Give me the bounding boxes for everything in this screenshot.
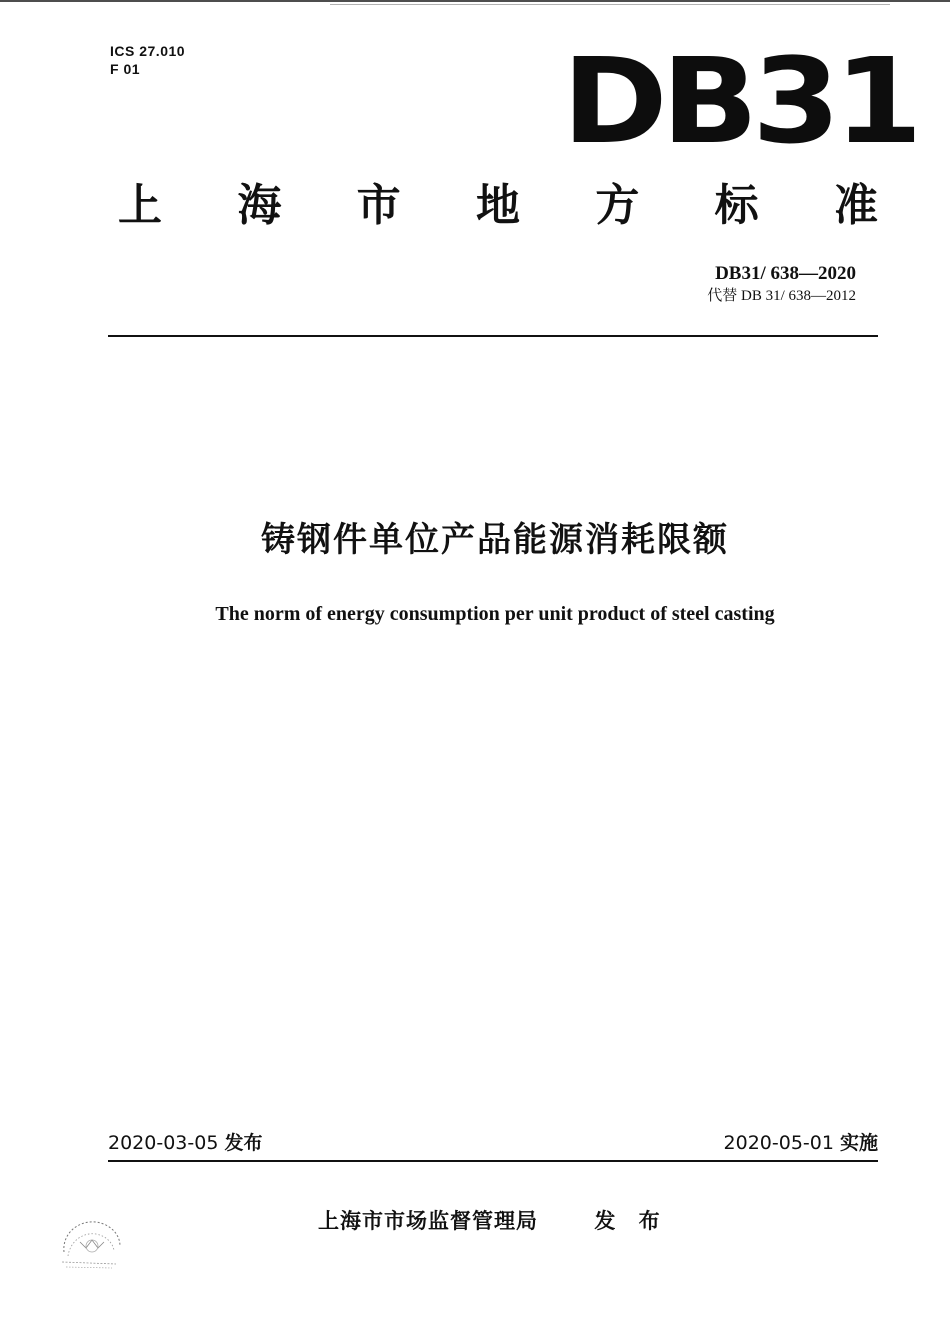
standard-type-char: 上 bbox=[118, 180, 162, 231]
document-number-block bbox=[707, 262, 856, 306]
standard-type-char: 市 bbox=[356, 180, 401, 231]
implement-date-line bbox=[724, 1130, 878, 1156]
replaces-number: 代替 DB 31/ 638—2012 bbox=[707, 288, 856, 304]
header-divider bbox=[108, 335, 878, 337]
issuer-action: 发 布 bbox=[594, 1209, 668, 1233]
ics-code: ICS 27.010 bbox=[110, 43, 186, 59]
standard-type-char: 地 bbox=[475, 180, 520, 231]
standard-type-title bbox=[118, 178, 878, 234]
standard-type-char: 海 bbox=[237, 180, 282, 231]
title-chinese: 铸钢件单位产品能源消耗限额 bbox=[261, 520, 729, 560]
standard-type-char: 方 bbox=[595, 180, 640, 231]
issue-label: 发布 bbox=[224, 1132, 263, 1154]
implement-label: 实施 bbox=[839, 1132, 878, 1154]
issue-date-line bbox=[108, 1130, 262, 1156]
title-english: The norm of energy consumption per unit product of steel casting bbox=[215, 603, 775, 625]
footer-divider bbox=[108, 1160, 878, 1162]
ccs-code: F 01 bbox=[110, 61, 141, 77]
db31-logo: DB31 bbox=[562, 32, 917, 170]
implement-date: 2020-05-01 bbox=[723, 1132, 834, 1154]
seal-stamp-icon bbox=[56, 1212, 126, 1274]
top-edge-line bbox=[0, 0, 950, 2]
standard-type-char: 标 bbox=[714, 180, 759, 231]
standard-type-char: 准 bbox=[833, 180, 878, 231]
classification-codes bbox=[110, 42, 185, 78]
issuer-line bbox=[318, 1206, 668, 1236]
issue-date: 2020-03-05 bbox=[108, 1132, 219, 1154]
top-edge-line-faint bbox=[330, 4, 890, 5]
issuer-name: 上海市市场监督管理局 bbox=[318, 1209, 538, 1233]
document-number: DB31/ 638—2020 bbox=[715, 263, 856, 284]
